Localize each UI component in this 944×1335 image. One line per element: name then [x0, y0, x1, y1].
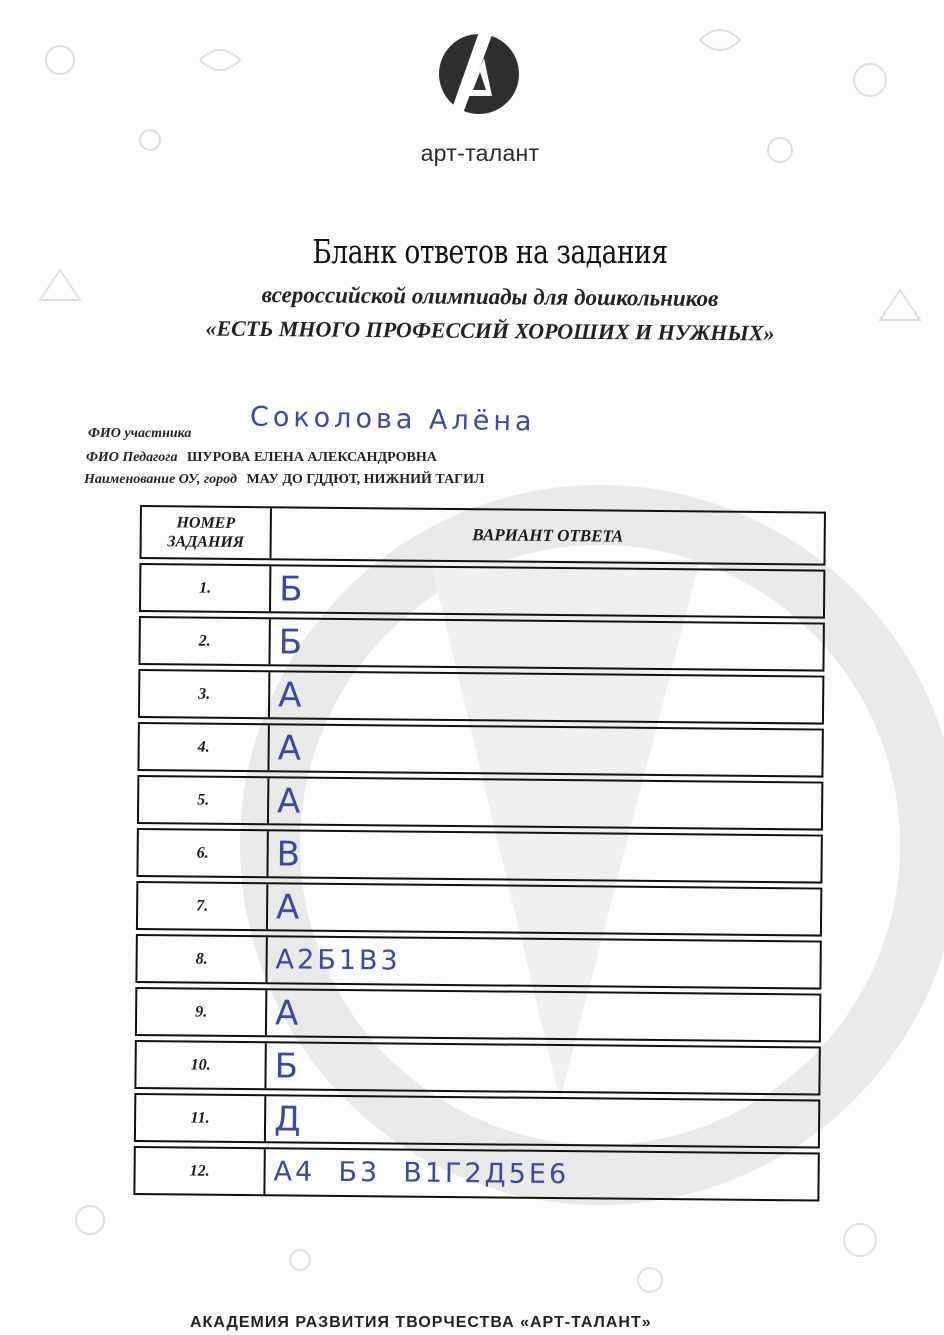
participant-row: [88, 426, 191, 442]
table-row: [135, 987, 821, 1043]
table-row: [136, 828, 822, 884]
task-number: 4.: [139, 724, 269, 770]
table-row: [134, 1093, 820, 1149]
table-row: [137, 775, 823, 831]
column-header-task: [142, 507, 272, 558]
table-header: [139, 505, 825, 566]
answer-cell: А: [277, 727, 304, 769]
task-number: 1.: [141, 565, 271, 611]
table-row: [138, 669, 824, 725]
answer-cell: А: [275, 886, 302, 928]
answer-cell: А: [274, 992, 301, 1034]
task-number: 9.: [137, 989, 267, 1035]
column-header-task-line2: ЗАДАНИЯ: [167, 533, 245, 551]
footer-text: АКАДЕМИЯ РАЗВИТИЯ ТВОРЧЕСТВА «АРТ-ТАЛАНТ»: [190, 1314, 652, 1331]
answer-cell: Д: [273, 1098, 303, 1140]
teacher-row: [86, 450, 437, 466]
answer-cell: В: [276, 833, 303, 875]
table-row: [133, 1146, 819, 1202]
art-talant-logo: [432, 18, 526, 126]
school-label: Наименование ОУ, город: [84, 472, 237, 487]
answer-cell: Б: [274, 1045, 301, 1087]
participant-name-handwritten: Соколова Алёна: [249, 401, 536, 438]
answer-cell: А4 Б3 В1Г2Д5Е6: [273, 1156, 570, 1191]
teacher-label: ФИО Педагога: [86, 450, 178, 465]
task-number: 3.: [140, 671, 270, 717]
answer-cell: Б: [278, 621, 305, 663]
answer-cell: А2Б1В3: [275, 944, 401, 977]
table-row: [134, 1040, 820, 1096]
answer-cell: А: [277, 674, 304, 716]
subtitle-line-2: «ЕСТЬ МНОГО ПРОФЕССИЙ ХОРОШИХ И НУЖНЫХ»: [205, 315, 775, 346]
school-value: МАУ ДО ГДДЮТ, НИЖНИЙ ТАГИЛ: [246, 472, 485, 487]
task-number: 12.: [135, 1148, 265, 1194]
task-number: 10.: [136, 1042, 266, 1088]
participant-label: ФИО участника: [88, 426, 192, 441]
column-header-task-line1: НОМЕР: [176, 514, 236, 532]
table-row: [137, 722, 823, 778]
page-title: Бланк ответов на задания: [312, 232, 668, 271]
table-row: [136, 881, 822, 937]
school-row: [84, 472, 484, 488]
task-number: 8.: [137, 936, 267, 982]
teacher-value: ШУРОВА ЕЛЕНА АЛЕКСАНДРОВНА: [186, 450, 437, 465]
answers-table: [133, 505, 826, 1202]
task-number: 11.: [136, 1095, 266, 1141]
answer-cell: А: [276, 780, 303, 822]
answer-cell: Б: [279, 568, 305, 610]
table-row: [138, 616, 824, 672]
brand-name: арт-талант: [420, 140, 540, 166]
task-number: 5.: [139, 777, 269, 823]
subtitle-line-1: всероссийской олимпиады для дошкольников: [261, 282, 719, 311]
task-number: 7.: [138, 883, 268, 929]
task-number: 2.: [140, 618, 270, 664]
column-header-answer: ВАРИАНТ ОТВЕТА: [472, 525, 624, 546]
table-row: [139, 563, 825, 619]
table-row: [135, 934, 821, 990]
task-number: 6.: [138, 830, 268, 876]
